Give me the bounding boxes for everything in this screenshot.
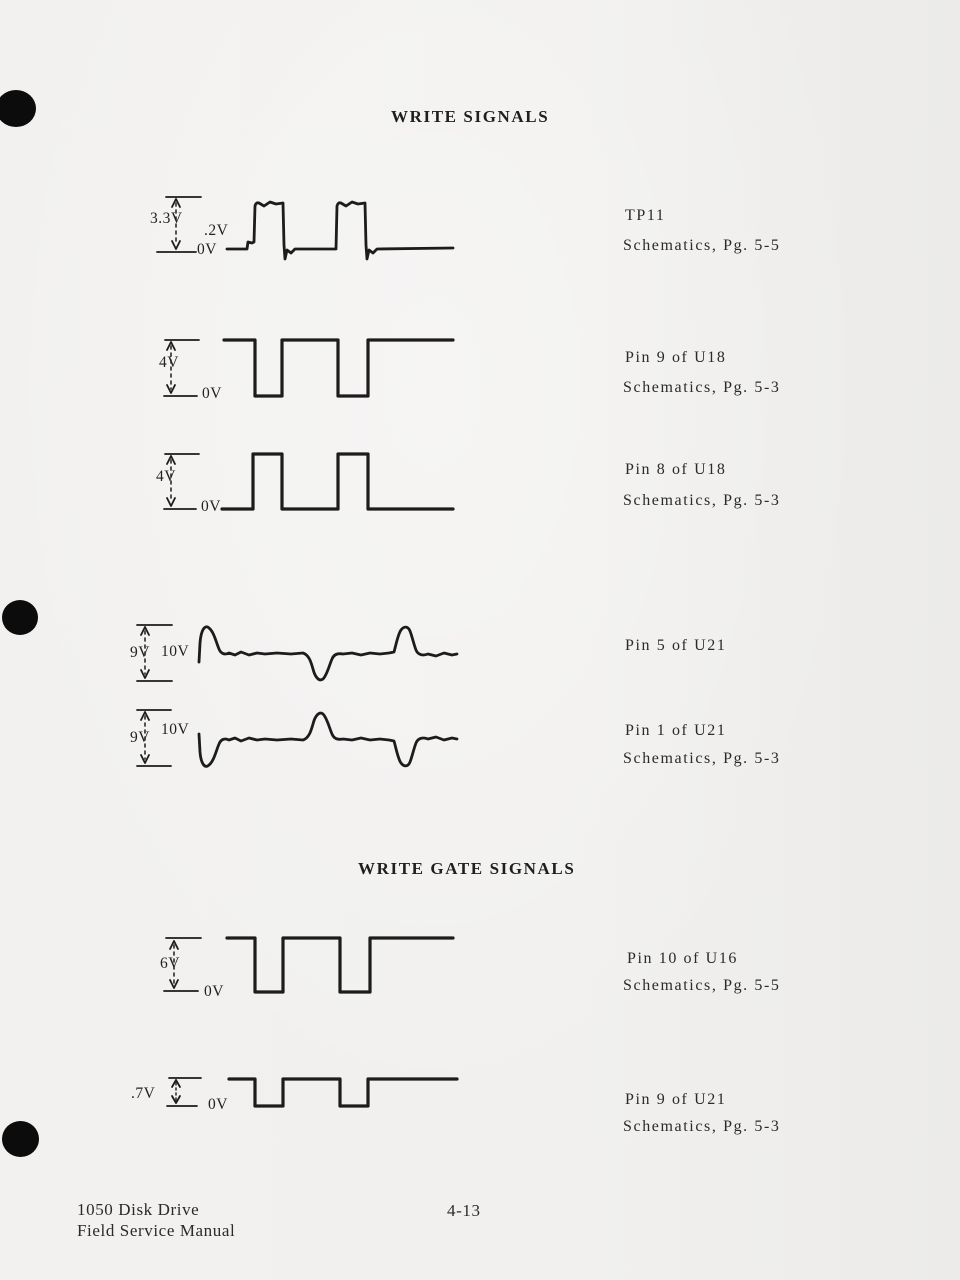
baseline-label: 0V bbox=[204, 983, 224, 1000]
amplitude-label: 4V bbox=[159, 354, 179, 371]
baseline-label: 0V bbox=[197, 241, 217, 258]
u16-pin10-trace bbox=[227, 938, 453, 992]
u21-pin1-bracket bbox=[137, 710, 171, 766]
signal-description: Pin 8 of U18 bbox=[625, 461, 727, 478]
schematic-reference: Schematics, Pg. 5-3 bbox=[623, 492, 781, 509]
amplitude-label: 4V bbox=[156, 468, 176, 485]
u21-pin1-trace bbox=[199, 713, 457, 766]
u18-pin9-bracket bbox=[164, 340, 199, 396]
tp11-trace bbox=[227, 202, 453, 259]
section-title-write-signals: WRITE SIGNALS bbox=[391, 107, 550, 126]
schematic-reference: Schematics, Pg. 5-3 bbox=[623, 379, 781, 396]
level-label: 10V bbox=[161, 721, 190, 738]
signal-description: Pin 9 of U18 bbox=[625, 349, 727, 366]
u21-pin9-bracket bbox=[167, 1078, 201, 1106]
level-label: 10V bbox=[161, 643, 190, 660]
footer-manual-name-line2: Field Service Manual bbox=[77, 1221, 236, 1240]
signal-description: Pin 1 of U21 bbox=[625, 722, 727, 739]
u21-pin5-bracket bbox=[137, 625, 172, 681]
schematic-reference: Schematics, Pg. 5-3 bbox=[623, 750, 781, 767]
amplitude-label: 9V bbox=[130, 729, 150, 746]
baseline-label: 0V bbox=[208, 1096, 228, 1113]
baseline-label: 0V bbox=[201, 498, 221, 515]
amplitude-label: 6V bbox=[160, 955, 180, 972]
signal-description: TP11 bbox=[625, 207, 666, 224]
signal-description: Pin 10 of U16 bbox=[627, 950, 739, 967]
u18-pin8-trace bbox=[222, 454, 453, 509]
schematic-reference: Schematics, Pg. 5-3 bbox=[623, 1118, 781, 1135]
signal-description: Pin 9 of U21 bbox=[625, 1091, 727, 1108]
page-number: 4-13 bbox=[447, 1201, 481, 1220]
u16-pin10-bracket bbox=[164, 938, 201, 991]
signal-description: Pin 5 of U21 bbox=[625, 637, 727, 654]
u18-pin8-bracket bbox=[164, 454, 199, 509]
tp11-bracket bbox=[157, 197, 201, 252]
schematic-reference: Schematics, Pg. 5-5 bbox=[623, 237, 781, 254]
u18-pin9-trace bbox=[224, 340, 453, 396]
footer-manual-name-line1: 1050 Disk Drive bbox=[77, 1200, 200, 1219]
baseline-label: 0V bbox=[202, 385, 222, 402]
level-label: .2V bbox=[204, 222, 229, 239]
u21-pin9-trace bbox=[229, 1079, 457, 1106]
section-title-write-gate-signals: WRITE GATE SIGNALS bbox=[358, 859, 576, 878]
schematic-reference: Schematics, Pg. 5-5 bbox=[623, 977, 781, 994]
amplitude-label: 9V bbox=[130, 644, 150, 661]
u21-pin5-trace bbox=[199, 627, 457, 680]
amplitude-label: .7V bbox=[131, 1085, 156, 1102]
amplitude-label: 3.3V bbox=[150, 210, 183, 227]
